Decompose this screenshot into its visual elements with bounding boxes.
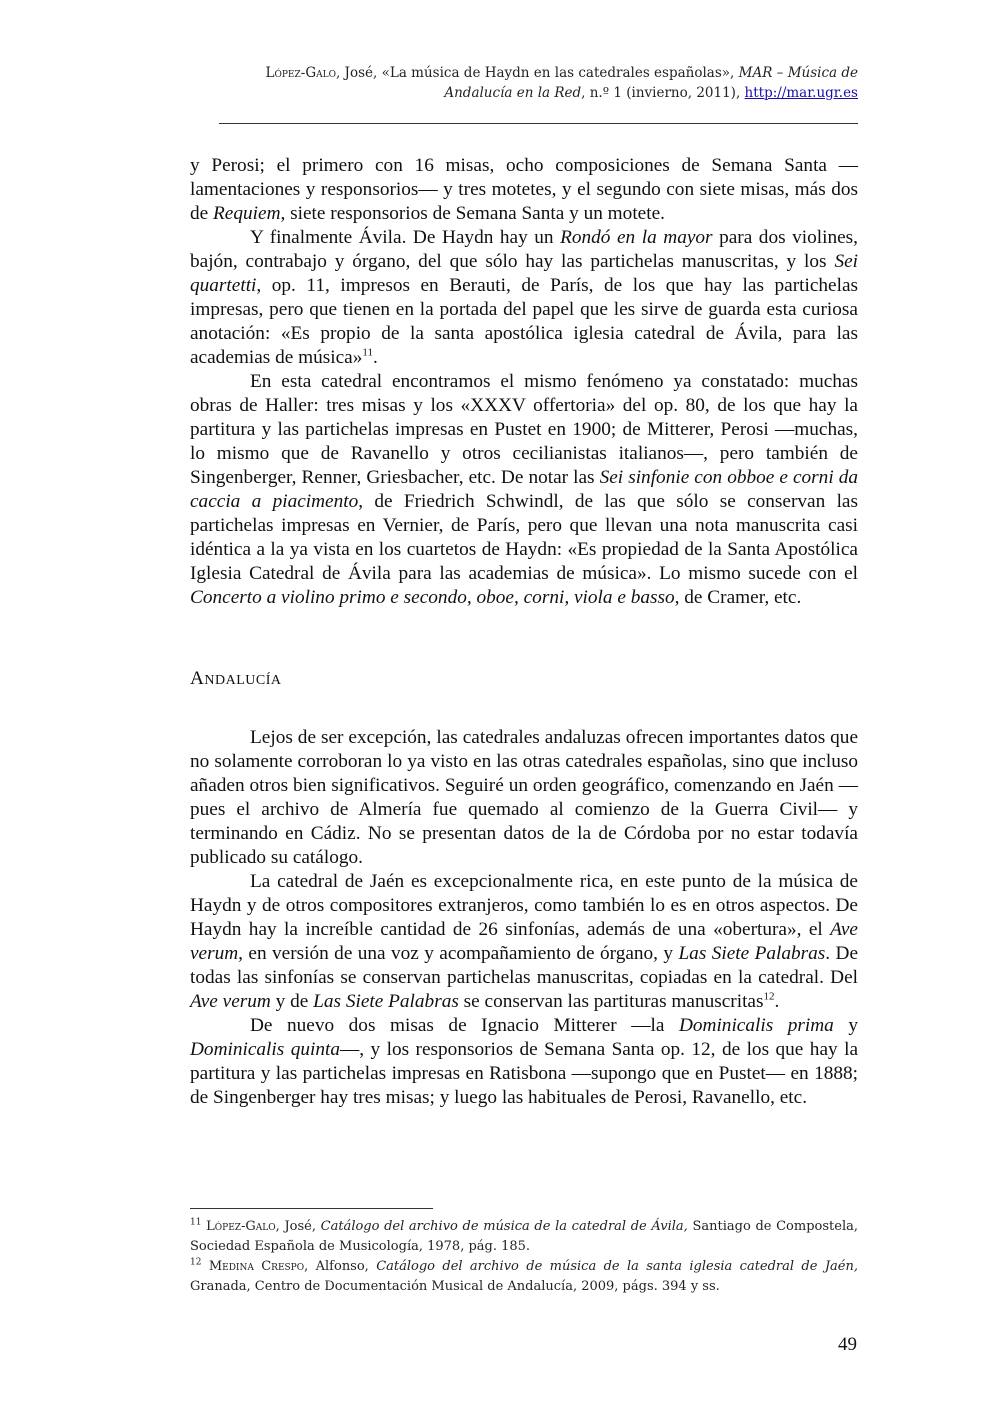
italic-run: Las Siete Palabras: [313, 991, 459, 1012]
footnote-11: [190, 1217, 858, 1257]
italic-run: Sei sinfonie con obboe e corni da caccia a piacimento: [190, 467, 859, 512]
main-text: [190, 154, 858, 1110]
footnote-number: 12: [190, 1257, 202, 1268]
footnote-author: López-Galo: [206, 1219, 276, 1234]
footnote-author: Medina Crespo: [208, 1259, 305, 1274]
paragraph-4: Lejos de ser excepción, las catedrales andaluzas ofrecen importantes datos que no solamente corroboran lo ya visto en las otras catedrales españolas, sino que incluso añaden otros bien significativos. Seguiré un orden geográfico, comenzando en Jaén —pues el archivo de Almería fue quemado al comienzo de la Guerra Civil— y terminando en Cádiz. No se presentan datos de la de Córdoba por no estar todavía publicado su catálogo.: [190, 727, 858, 868]
paragraph-5: [190, 870, 858, 1014]
footnote-title: Catálogo del archivo de música de la catedral de Ávila,: [320, 1219, 688, 1234]
italic-run: Dominicalis quinta: [190, 1039, 340, 1060]
italic-run: Ave verum: [190, 991, 271, 1012]
text-run: .: [774, 991, 780, 1012]
page-number: 49: [838, 1334, 857, 1355]
section-heading: Andalucía: [190, 668, 282, 689]
footnote-number: 11: [190, 1217, 202, 1228]
footnotes: [190, 1217, 858, 1297]
text-run: De nuevo dos misas de Ignacio Mitterer —la: [250, 1015, 679, 1036]
text-run: y: [833, 1015, 858, 1036]
text-run: —, y los responsorios de Semana Santa op. 12, de los que hay la partitura y las partichelas impresas en Ratisbona —supongo que en Pustet— en 1888; de Singenberger hay tres misas; y luego las habituales de Perosi, Ravanello, etc.: [190, 1039, 858, 1108]
header-journal: MAR – Música de Andalucía en la Red: [444, 65, 858, 101]
text-run: para dos violines, bajón, contrabajo y órgano, del que sólo hay las partichelas manuscritas, y los: [190, 227, 859, 272]
text-run: .: [372, 347, 378, 368]
footnote-ref-12[interactable]: 12: [763, 990, 775, 1003]
paragraph-1: [190, 154, 858, 226]
header-issue: , n.º 1 (invierno, 2011),: [581, 85, 745, 101]
paragraph-2: [190, 226, 858, 370]
italic-run: Las Siete Palabras: [678, 943, 826, 964]
italic-run: Rondó en la mayor: [560, 227, 713, 248]
header-divider: [219, 123, 858, 124]
text-run: Santiago de Compostela, Sociedad Española de Musicología, 1978, pág. 185.: [190, 1219, 858, 1254]
italic-run: Dominicalis prima: [678, 1015, 834, 1036]
header-citation: , José, «La música de Haydn en las catedrales españolas»,: [335, 65, 739, 81]
footnote-divider: [190, 1208, 433, 1209]
text-run: Y finalmente Ávila. De Haydn hay un: [250, 227, 561, 248]
text-run: y Perosi; el primero con 16 misas, ocho composiciones de Semana Santa —lamentaciones y responsorios— y tres motetes, y el segundo con siete misas, más dos de: [190, 155, 858, 224]
header-author: López-Galo: [265, 65, 336, 81]
text-run: En esta catedral encontramos el mismo fenómeno ya constatado: muchas obras de Haller: tres misas y los «XXXV offertoria» del op. 80, de los que hay la partitura y las partichelas impresas en Pustet en 1900; de Mitterer, Perosi —muchas, lo mismo que de Ravanello y otros cecilianistas italianos—, pero también de Singenberger, Renner, Griesbacher, etc. De notar las: [190, 371, 858, 488]
italic-run: Ave verum,: [190, 919, 858, 964]
text-run: , Alfonso,: [304, 1259, 377, 1274]
paragraph-3: [190, 370, 858, 610]
running-header: [218, 63, 858, 103]
italic-run: Concerto a violino primo e secondo, oboe, corni, viola e basso: [190, 587, 675, 608]
paragraph-6: [190, 1014, 858, 1110]
text-run: se conservan las partituras manuscritas: [458, 991, 764, 1012]
text-run: La catedral de Jaén es excepcionalmente rica, en este punto de la música de Haydn y de otros compositores extranjeros, como también lo es en otros aspectos. De Haydn hay la increíble cantidad de 26 sinfonías, además de una «obertura», el: [190, 871, 858, 940]
italic-run: Requiem: [213, 203, 281, 224]
text-run: , de Cramer, etc.: [674, 587, 802, 608]
text-run: . De todas las sinfonías se conservan partichelas manuscritas, copiadas en la catedral. Del: [190, 943, 858, 988]
text-run: , siete responsorios de Semana Santa y un motete.: [280, 203, 665, 224]
text-run: en versión de una voz y acompañamiento de órgano, y: [243, 943, 679, 964]
footnote-title: Catálogo del archivo de música de la santa iglesia catedral de Jaén,: [376, 1259, 858, 1274]
header-url-link[interactable]: http://mar.ugr.es: [744, 85, 858, 101]
italic-run: Sei quartetti: [190, 251, 858, 296]
footnote-12: [190, 1257, 858, 1297]
text-run: Granada, Centro de Documentación Musical de Andalucía, 2009, págs. 394 y ss.: [190, 1279, 720, 1294]
text-run: y de: [270, 991, 314, 1012]
text-run: , José,: [275, 1219, 321, 1234]
text-run: , op. 11, impresos en Berauti, de París, de los que hay las partichelas impresas, pero que tienen en la portada del papel que les sirve de guarda esta curiosa anotación: «Es propio de la santa apostólica iglesia catedral de Ávila, para las academias de música»: [190, 275, 858, 368]
footnote-ref-11[interactable]: 11: [362, 346, 373, 359]
text-run: , de Friedrich Schwindl, de las que sólo se conservan las partichelas impresas en Vernier, de París, pero que llevan una nota manuscrita casi idéntica a la ya vista en los cuartetos de Haydn: «Es propiedad de la Santa Apostólica Iglesia Catedral de Ávila para las academias de música». Lo mismo sucede con el: [190, 491, 858, 584]
